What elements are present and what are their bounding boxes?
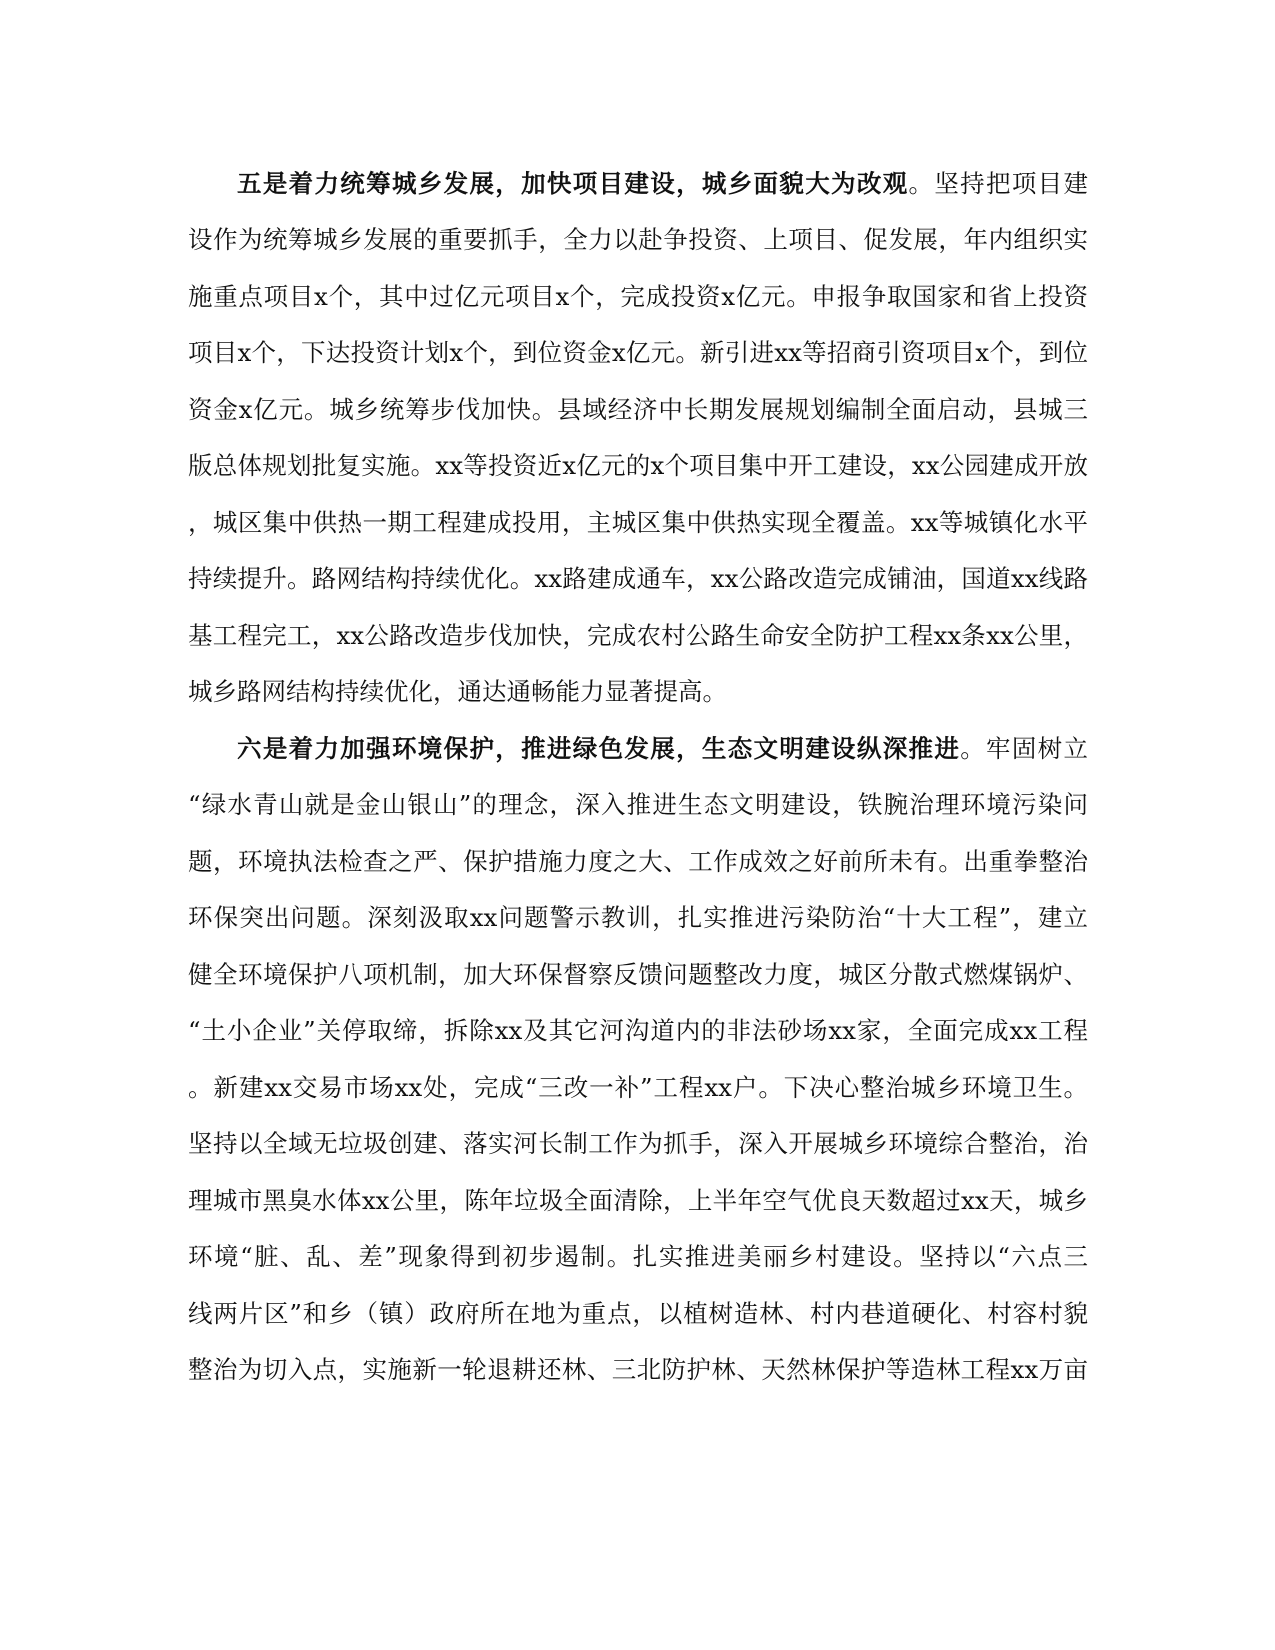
paragraph-2-line-1 [237, 729, 1088, 769]
paragraph-1-line-5: 资金x亿元。城乡统筹步伐加快。县域经济中长期发展规划编制全面启动，县城三 [188, 395, 1088, 424]
paragraph-2-line-9: 理城市黑臭水体xx公里，陈年垃圾全面清除，上半年空气优良天数超过xx天，城乡 [188, 1186, 1088, 1215]
paragraph-1-line-9: 基工程完工，xx公路改造步伐加快，完成农村公路生命安全防护工程xx条xx公里， [188, 621, 1088, 650]
paragraph-2-line-10: 环境“脏、乱、差”现象得到初步遏制。扎实推进美丽乡村建设。坚持以“六点三 [188, 1242, 1088, 1271]
paragraph-2-line-6: “土小企业”关停取缔，拆除xx及其它河沟道内的非法砂场xx家，全面完成xx工程 [188, 1016, 1088, 1045]
paragraph-1-line-6: 版总体规划批复实施。xx等投资近x亿元的x个项目集中开工建设，xx公园建成开放 [188, 451, 1088, 480]
paragraph-2-line-12: 整治为切入点，实施新一轮退耕还林、三北防护林、天然林保护等造林工程xx万亩 [188, 1355, 1088, 1384]
paragraph-2-line-5: 健全环境保护八项机制，加大环保督察反馈问题整改力度，城区分散式燃煤锅炉、 [188, 960, 1088, 989]
paragraph-2-line-11: 线两片区”和乡（镇）政府所在地为重点，以植树造林、村内巷道硬化、村容村貌 [188, 1299, 1088, 1328]
paragraph-2-line-3: 题，环境执法检查之严、保护措施力度之大、工作成效之好前所未有。出重拳整治 [188, 847, 1088, 876]
paragraph-2-line-7: 。新建xx交易市场xx处，完成“三改一补”工程xx户。下决心整治城乡环境卫生。 [188, 1073, 1088, 1102]
paragraph-2-line-8: 坚持以全域无垃圾创建、落实河长制工作为抓手，深入开展城乡环境综合整治，治 [188, 1129, 1088, 1158]
paragraph-2-heading: 六是着力加强环境保护，推进绿色发展，生态文明建设纵深推进 [237, 734, 961, 763]
paragraph-1-line-2: 设作为统筹城乡发展的重要抓手，全力以赴争投资、上项目、促发展，年内组织实 [188, 225, 1088, 254]
paragraph-1-heading: 五是着力统筹城乡发展，加快项目建设，城乡面貌大为改观 [237, 169, 909, 198]
paragraph-1-line-4: 项目x个，下达投资计划x个，到位资金x亿元。新引进xx等招商引资项目x个，到位 [188, 338, 1088, 367]
paragraph-1-line-1-text: 。坚持把项目建 [908, 169, 1088, 198]
paragraph-2-line-1-text: 。牢固树立 [960, 734, 1088, 763]
paragraph-2-line-4: 环保突出问题。深刻汲取xx问题警示教训，扎实推进污染防治“十大工程”，建立 [188, 903, 1088, 932]
paragraph-1-line-7: ，城区集中供热一期工程建成投用，主城区集中供热实现全覆盖。xx等城镇化水平 [188, 508, 1088, 537]
paragraph-1-line-10: 城乡路网结构持续优化，通达通畅能力显著提高。 [188, 677, 727, 706]
paragraph-1-line-3: 施重点项目x个，其中过亿元项目x个，完成投资x亿元。申报争取国家和省上投资 [188, 282, 1088, 311]
paragraph-1-line-1 [237, 164, 1088, 204]
paragraph-1-line-8: 持续提升。路网结构持续优化。xx路建成通车，xx公路改造完成铺油，国道xx线路 [188, 564, 1088, 593]
paragraph-2-line-2: “绿水青山就是金山银山”的理念，深入推进生态文明建设，铁腕治理环境污染问 [188, 790, 1088, 819]
